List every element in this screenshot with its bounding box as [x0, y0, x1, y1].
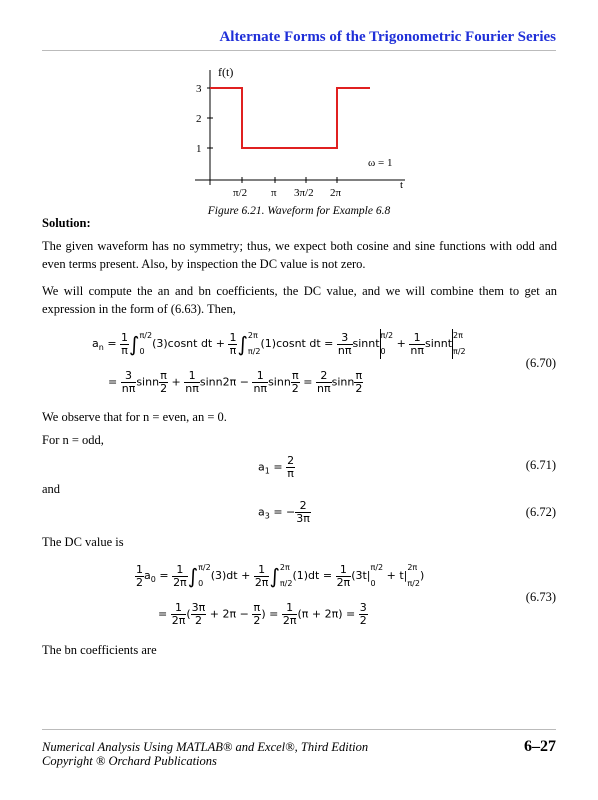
observe-even: We observe that for n = even, an = 0. — [42, 410, 227, 424]
equation-a0-line1: $\frac{1}{2}$ $a_0$ = $\frac{1}{2\pi}$ ∫ π/2 0 (3)dt + $\frac{1}{2\pi}$ ∫ 2π π/2 (1)dt = $\frac{1}{2\pi}$ (3t| π/2 0 + t| 2π π/2 ) — [136, 562, 425, 589]
equation-a3: $a_3$ = − $\frac{2}{3\pi}$ — [258, 499, 310, 525]
x-tick-pi-2: π/2 — [233, 187, 248, 199]
paragraph-compute: We will compute the an and bn coefficients, the DC value, and we will combine them to get an expression in the form of (6.63). Then, — [42, 284, 557, 316]
footer-rule — [42, 729, 556, 730]
header-rule — [42, 50, 556, 51]
and-text: and — [42, 482, 61, 496]
x-tick-pi: π — [271, 187, 277, 199]
for-odd: For n = odd, — [42, 433, 104, 447]
equation-an-line1: $a_n$ = $\frac{1}{\pi}$ ∫ π/2 0 (3)cosnt dt + $\frac{1}{\pi}$ ∫ 2π π/2 (1)cosnt dt = $\frac{3}{n\pi}$ sinnt π/2 0 + $\frac{1}{n\pi}$ sinnt 2π π/2 — [92, 328, 466, 360]
equation-a1: $a_1$ = $\frac{2}{\pi}$ — [258, 454, 295, 480]
solution-heading: Solution: — [42, 216, 91, 230]
y-tick-2: 2 — [196, 113, 202, 125]
waveform-figure — [180, 60, 420, 202]
footer-book-title: Numerical Analysis Using MATLAB® and Excel®, Third Edition — [42, 740, 369, 754]
equation-number-6-70: (6.70) — [525, 356, 556, 370]
equation-number-6-72: (6.72) — [525, 505, 556, 519]
bn-intro: The bn coefficients are — [42, 643, 157, 657]
x-axis-label: t — [400, 179, 404, 191]
footer-copyright: Copyright ® Orchard Publications — [42, 754, 217, 768]
omega-annotation: ω = 1 — [368, 157, 393, 169]
waveform-line — [210, 88, 370, 148]
equation-number-6-71: (6.71) — [525, 458, 556, 472]
dc-intro: The DC value is — [42, 535, 124, 549]
equation-number-6-73: (6.73) — [525, 590, 556, 604]
page-number: 6–27 — [524, 738, 556, 755]
y-tick-3: 3 — [196, 83, 202, 95]
figure-caption: Figure 6.21. Waveform for Example 6.8 — [207, 205, 391, 217]
paragraph-symmetry: The given waveform has no symmetry; thus, we expect both cosine and sine functions with odd and even terms present. Also, by inspection the DC value is not zero. — [42, 239, 557, 271]
equation-a0-line2: = $\frac{1}{2\pi}$ ( $\frac{3\pi}{2}$ + 2π − $\frac{\pi}{2}$ ) = $\frac{1}{2\pi}$ (π + 2π) = $\frac{3}{2}$ — [158, 601, 367, 627]
equation-an-line2: = $\frac{3}{n\pi}$ sinn $\frac{\pi}{2}$ + $\frac{1}{n\pi}$ sinn2π − $\frac{1}{n\pi}$ sinn $\frac{\pi}{2}$ = $\frac{2}{n\pi}$ sinn $\frac{\pi}{2}$ — [108, 369, 363, 395]
running-header: Alternate Forms of the Trigonometric Fourier Series — [219, 29, 556, 45]
y-axis-label: f(t) — [218, 65, 234, 79]
y-tick-1: 1 — [196, 143, 202, 155]
x-tick-2pi: 2π — [330, 187, 342, 199]
x-tick-3pi-2: 3π/2 — [294, 187, 314, 199]
